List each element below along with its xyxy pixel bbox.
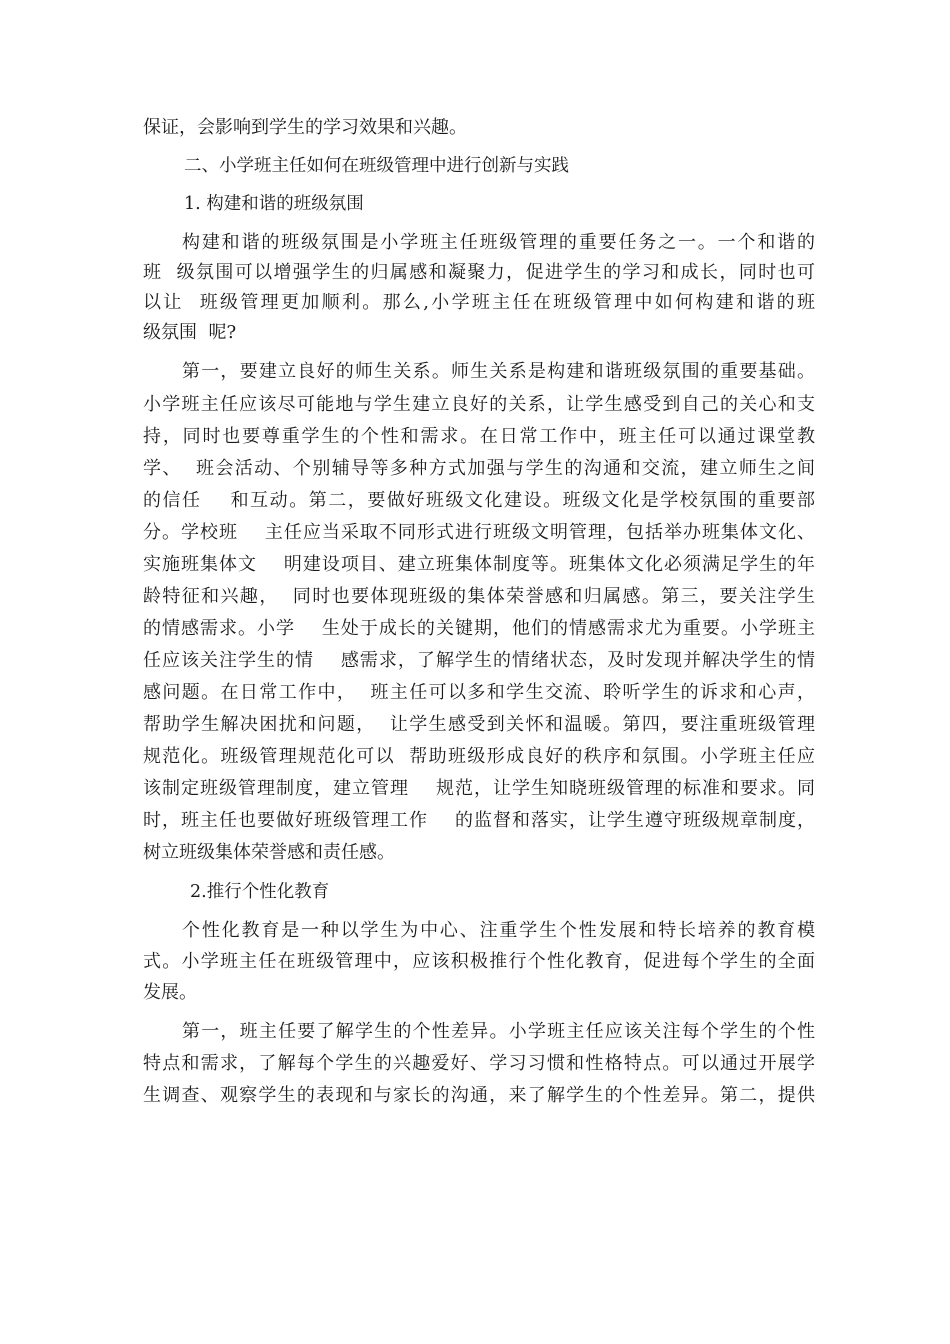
paragraph-line: 帮助学生解决困扰和问题， 让学生感受到关怀和温暖。第四，要注重班级管理 (143, 714, 815, 735)
paragraph-line: 以让 班级管理更加顺利。那么,小学班主任在班级管理中如何构建和谐的班 (143, 292, 815, 313)
paragraph-line: 持，同时也要尊重学生的个性和需求。在日常工作中，班主任可以通过课堂教 (143, 426, 815, 447)
paragraph-line: 学、 班会活动、个别辅导等多种方式加强与学生的沟通和交流，建立师生之间 (143, 458, 815, 479)
paragraph-line: 感问题。在日常工作中， 班主任可以多和学生交流、聆听学生的诉求和心声， (143, 682, 815, 703)
paragraph-line: 树立班级集体荣誉感和责任感。 (143, 842, 395, 863)
paragraph-line: 发展。 (143, 982, 197, 1003)
section-heading: 二、小学班主任如何在班级管理中进行创新与实践 (184, 156, 569, 176)
subsection-heading: 2.推行个性化教育 (190, 882, 330, 902)
paragraph-line: 第一，要建立良好的师生关系。师生关系是构建和谐班级氛围的重要基础。 (182, 361, 815, 382)
paragraph-line: 的情感需求。小学 生处于成长的关键期，他们的情感需求尤为重要。小学班主 (143, 618, 815, 639)
subsection-heading: 1. 构建和谐的班级氛围 (184, 194, 364, 214)
paragraph-line: 时，班主任也要做好班级管理工作 的监督和落实，让学生遵守班级规章制度， (143, 810, 815, 831)
paragraph-line: 规范化。班级管理规范化可以 帮助班级形成良好的秩序和氛围。小学班主任应 (143, 746, 815, 767)
paragraph-line: 龄特征和兴趣， 同时也要体现班级的集体荣誉感和归属感。第三，要关注学生 (143, 586, 815, 607)
paragraph-line: 小学班主任应该尽可能地与学生建立良好的关系，让学生感受到自己的关心和支 (143, 394, 815, 415)
paragraph-line: 该制定班级管理制度，建立管理 规范，让学生知晓班级管理的标准和要求。同 (143, 778, 815, 799)
paragraph-line: 实施班集体文 明建设项目、建立班集体制度等。班集体文化必须满足学生的年 (143, 554, 815, 575)
paragraph-line: 个性化教育是一种以学生为中心、注重学生个性发展和特长培养的教育模 (182, 920, 815, 941)
paragraph-line: 任应该关注学生的情 感需求，了解学生的情绪状态，及时发现并解决学生的情 (143, 650, 815, 671)
paragraph-line: 第一，班主任要了解学生的个性差异。小学班主任应该关注每个学生的个性 (182, 1021, 815, 1042)
paragraph-line: 的信任 和互动。第二，要做好班级文化建设。班级文化是学校氛围的重要部 (143, 490, 815, 511)
paragraph-line: 级氛围 呢? (143, 322, 237, 343)
paragraph-line: 班 级氛围可以增强学生的归属感和凝聚力，促进学生的学习和成长，同时也可 (143, 262, 815, 283)
paragraph-line: 分。学校班 主任应当采取不同形式进行班级文明管理，包括举办班集体文化、 (143, 522, 815, 543)
paragraph-line: 特点和需求，了解每个学生的兴趣爱好、学习习惯和性格特点。可以通过开展学 (143, 1053, 815, 1074)
paragraph-line: 式。小学班主任在班级管理中，应该积极推行个性化教育，促进每个学生的全面 (143, 951, 815, 972)
paragraph-line: 保证，会影响到学生的学习效果和兴趣。 (143, 117, 467, 138)
paragraph-line: 构建和谐的班级氛围是小学班主任班级管理的重要任务之一。一个和谐的 (182, 232, 815, 253)
paragraph-line: 生调查、观察学生的表现和与家长的沟通，来了解学生的个性差异。第二，提供 (143, 1085, 815, 1106)
